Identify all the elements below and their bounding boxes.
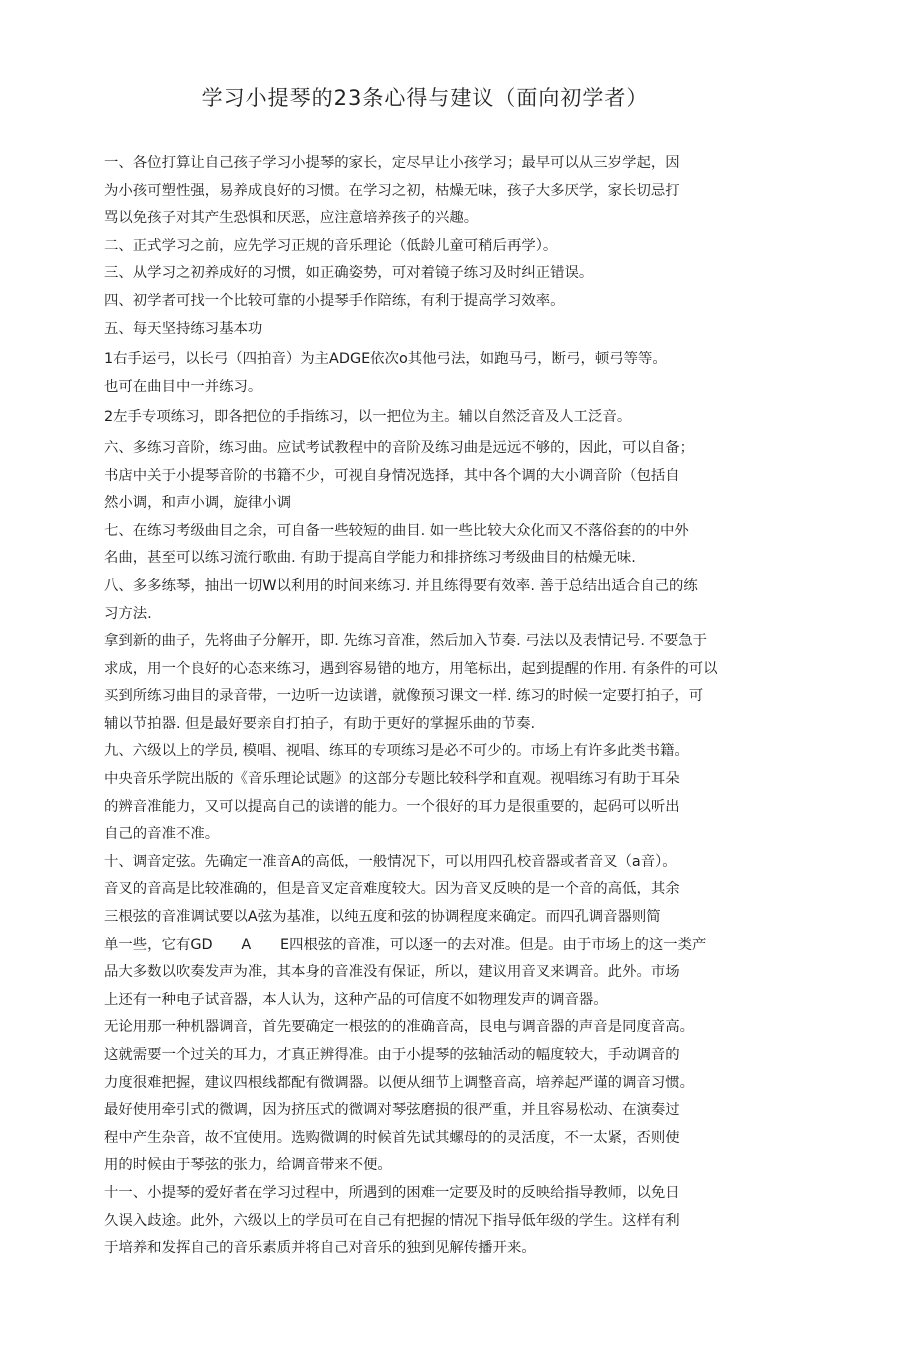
text-line: 八、多多练琴，抽出一切W以利用的时间来练习. 并且练得要有效率. 善于总结出适合自己的练 [104,577,698,594]
text-line: 为小孩可塑性强，易养成良好的习惯。在学习之初，枯燥无味，孩子大多厌学，家长切忌打 [104,182,680,199]
text-line: 上还有一种电子试音器，本人认为，这种产品的可信度不如物理发声的调音器。 [104,991,608,1008]
text-line: 十、调音定弦。先确定一准音A的高低，一般情况下，可以用四孔校音器或者音叉（a音）。 [104,853,677,870]
text-line: 自己的音准不准。 [104,826,220,843]
text-line: 中央音乐学院出版的《音乐理论试题》的这部分专题比较科学和直观。视唱练习有助于耳朵 [104,771,680,788]
text-line: 辅以节拍器. 但是最好要亲自打拍子，有助于更好的掌握乐曲的节奏. [104,715,536,732]
text-line: 音叉的音高是比较准确的，但是音叉定音难度较大。因为音叉反映的是一个音的高低，其余 [104,881,680,898]
text-line: 最好使用牵引式的微调，因为挤压式的微调对琴弦磨损的很严重，并且容易松动、在演奏过 [104,1102,680,1119]
text-line: 六、多练习音阶，练习曲。应试考试教程中的音阶及练习曲是远远不够的，因此，可以自备； [104,439,695,456]
text-line: 这就需要一个过关的耳力，才真正辨得准。由于小提琴的弦轴活动的幅度较大，手动调音的 [104,1047,680,1063]
text-line: 七、在练习考级曲目之余，可自备一些较短的曲目. 如一些比较大众化而又不落俗套的的中外 [104,522,689,539]
text-line: 的辨音准能力，又可以提高自己的读谱的能力。一个很好的耳力是很重要的，起码可以听出 [104,798,680,815]
text-line: 一、各位打算让自己孩子学习小提琴的家长，定尽早让小孩学习；最早可以从三岁学起，因 [104,155,680,171]
text-line: 拿到新的曲子，先将曲子分解开，即. 先练习音准，然后加入节奏. 弓法以及表情记号. 不要急于 [104,633,708,650]
text-line: 习方法. [104,605,152,622]
text-line: 三根弦的音准调试要以A弦为基准，以纯五度和弦的协调程度来确定。而四孔调音器则简 [104,909,661,926]
text-line: 书店中关于小提琴音阶的书籍不少，可视自身情况选择，其中各个调的大小调音阶（包括自 [104,467,680,484]
text-line: 于培养和发挥自己的音乐素质并将自己对音乐的独到见解传播开来。 [104,1240,536,1257]
text-line: 骂以免孩子对其产生恐惧和厌恶，应注意培养孩子的兴趣。 [104,210,479,227]
text-line: 无论用那一种机器调音，首先要确定一根弦的的准确音高，艮电与调音器的声音是同度音高。 [104,1019,695,1036]
text-line: 求成，用一个良好的心态来练习，遇到容易错的地方，用笔标出，起到提醒的作用. 有条件的可以 [104,660,718,677]
text-line: 2左手专项练习，即各把位的手指练习，以一把位为主。辅以自然泛音及人工泛音。 [104,409,632,426]
text-line: 单一些，它有GD A E四根弦的音准，可以逐一的去对准。但是。由于市场上的这一类产 [104,936,707,953]
text-line: 买到所练习曲目的录音带，一边听一边读谱，就像预习课文一样. 练习的时候一定要打拍子，可 [104,688,704,705]
text-line: 九、六级以上的学员, 模唱、视唱、练耳的专项练习是必不可少的。市场上有许多此类书籍。 [104,743,689,760]
text-line: 也可在曲目中一并练习。 [104,378,263,395]
text-line: 名曲，甚至可以练习流行歌曲. 有助于提高自学能力和排挤练习考级曲目的枯燥无味. [104,550,636,567]
text-line: 然小调，和声小调，旋律小调 [104,495,292,512]
document-body [104,150,824,1263]
text-line: 久误入歧途。此外，六级以上的学员可在自己有把握的情况下指导低年级的学生。这样有利 [104,1212,680,1229]
text-line: 1右手运弓，以长弓（四拍音）为主ADGE依次o其他弓法，如跑马弓，断弓，顿弓等等。 [104,351,667,368]
text-line: 三、从学习之初养成好的习惯，如正确姿势，可对着镜子练习及时纠正错误。 [104,265,594,282]
text-line: 二、正式学习之前，应先学习正规的音乐理论（低龄儿童可稍后再学）。 [104,237,558,254]
text-line: 程中产生杂音，故不宜使用。选购微调的时候首先试其螺母的的灵活度，不一太紧，否则使 [104,1129,680,1146]
text-line: 十一、小提琴的爱好者在学习过程中，所遇到的困难一定要及时的反映给指导教师，以免日 [104,1184,680,1201]
document-title: 学习小提琴的23条心得与建议（面向初学者） [201,86,649,110]
text-line: 品大多数以吹奏发声为准，其本身的音准没有保证，所以，建议用音叉来调音。此外。市场 [104,964,680,981]
text-line: 五、每天坚持练习基本功 [104,320,263,337]
text-line: 四、初学者可找一个比较可靠的小提琴手作陪练，有利于提高学习效率。 [104,292,565,309]
text-line: 用的时候由于琴弦的张力，给调音带来不便。 [104,1157,392,1174]
text-line: 力度很难把握，建议四根线都配有微调器。以便从细节上调整音高，培养起严谨的调音习惯。 [104,1074,695,1091]
